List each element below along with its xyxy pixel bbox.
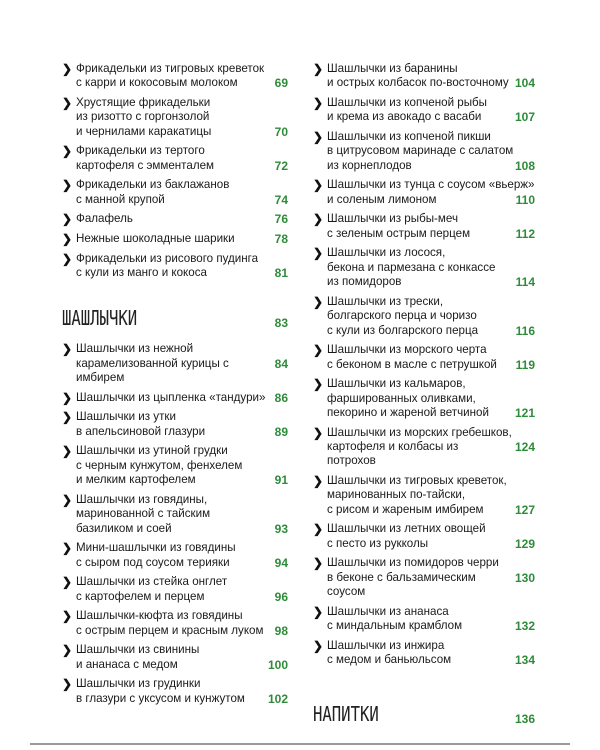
toc-entry-title-line: Шашлычки из кальмаров, — [327, 377, 466, 391]
toc-entry-page-number: 127 — [514, 502, 535, 517]
toc-entry-title-line: Шашлычки из баранины — [327, 62, 458, 75]
toc-entry-title-line: Шашлычки из говядины, — [76, 492, 208, 506]
toc-entry-page-number: 134 — [514, 653, 535, 668]
toc-entry-title-line: Шашлычки из свинины — [76, 643, 200, 657]
toc-entry-title-line: с миндальным крамблом — [327, 619, 463, 633]
toc-entry-title-line: с беконом в масле с петрушкой — [327, 357, 497, 371]
toc-entry-title-line: с манной крупой — [76, 192, 165, 206]
section-title: НАПИТКИ — [313, 701, 379, 726]
toc-entry-title-line: с кули из манго и кокоса — [76, 266, 207, 279]
toc-entry-page-number: 100 — [267, 657, 288, 672]
toc-section-drinks[interactable] — [313, 702, 535, 726]
section-title: ШАШЛЫЧКИ — [62, 306, 138, 331]
toc-entry-title-line: и мелким картофелем — [76, 473, 196, 487]
toc-entry-page-number: 84 — [274, 356, 288, 371]
toc-entry-title-line: Шашлычки-кюфта из говядины — [76, 609, 243, 623]
toc-entry[interactable] — [62, 178, 288, 207]
toc-entry-title-line: и острых колбасок по-восточному — [327, 76, 509, 90]
toc-entry-page-number: 129 — [514, 536, 535, 551]
toc-entry[interactable] — [62, 252, 288, 281]
section-page-number: 83 — [274, 316, 288, 331]
chevron-right-icon: ❯ — [62, 251, 73, 266]
toc-entry-page-number: 78 — [274, 232, 288, 246]
toc-entry-title-line: Шашлычки из стейка онглет — [76, 575, 228, 589]
toc-entry-title-line: из ризотто с горгонзолой — [76, 110, 210, 124]
toc-entry[interactable] — [313, 426, 535, 469]
toc-entry-title-line: Хрустящие фрикадельки — [76, 96, 211, 109]
toc-entry-page-number: 76 — [274, 212, 288, 227]
toc-entry-title-line: Шашлычки из цыпленка «тандури» — [76, 390, 266, 404]
toc-entry[interactable] — [62, 96, 288, 139]
toc-entry-title-line: Шашлычки из морских гребешков, — [327, 425, 512, 439]
toc-entry[interactable] — [62, 609, 288, 638]
toc-entry-page-number: 70 — [274, 124, 288, 139]
toc-entry[interactable] — [62, 444, 288, 487]
toc-entry-title-line: из помидоров — [327, 275, 402, 289]
chevron-right-icon: ❯ — [313, 556, 324, 571]
toc-entry-page-number: 72 — [274, 158, 288, 173]
chevron-right-icon: ❯ — [313, 474, 324, 489]
chevron-right-icon: ❯ — [62, 643, 73, 658]
toc-entry[interactable] — [62, 342, 288, 385]
toc-entry-title-line: болгарского перца и чоризо — [327, 309, 477, 323]
toc-entry-page-number: 119 — [515, 357, 535, 372]
toc-list-kebabs — [62, 342, 288, 706]
chevron-right-icon: ❯ — [313, 96, 324, 110]
section-page-number: 136 — [514, 711, 535, 726]
toc-entry-title-line: Шашлычки из летних овощей — [327, 522, 486, 536]
chevron-right-icon: ❯ — [313, 178, 324, 193]
chevron-right-icon: ❯ — [62, 575, 73, 590]
toc-entry-title-line: карамелизованной курицы с имбирем — [76, 356, 229, 385]
toc-entry[interactable] — [313, 639, 535, 668]
toc-entry-title-line: Мини-шашлычки из говядины — [76, 541, 236, 555]
toc-entry-title-line: Шашлычки из рыбы-меч — [327, 212, 458, 226]
toc-entry-page-number: 114 — [515, 275, 535, 290]
toc-entry[interactable] — [62, 677, 288, 706]
toc-entry-title-line: с рисом и жареным имбирем — [327, 502, 484, 516]
toc-entry-title-line: бекона и пармезана с конкассе — [327, 260, 496, 274]
chevron-right-icon: ❯ — [62, 342, 73, 357]
chevron-right-icon: ❯ — [313, 604, 324, 619]
toc-entry-page-number: 116 — [515, 323, 535, 338]
chevron-right-icon: ❯ — [313, 425, 324, 440]
toc-entry-title-line: Шашлычки из инжира — [327, 638, 445, 652]
toc-left-column — [62, 62, 288, 711]
toc-entry-title-line: с черным кунжутом, фенхелем — [76, 458, 243, 472]
toc-entry[interactable] — [62, 212, 288, 226]
toc-entry[interactable] — [62, 144, 288, 173]
toc-entry-page-number: 89 — [274, 424, 288, 439]
toc-entry-title-line: и крема из авокадо с васаби — [327, 110, 482, 124]
chevron-right-icon: ❯ — [313, 294, 324, 309]
toc-entry-title-line: и соленым лимоном — [327, 192, 437, 206]
chevron-right-icon: ❯ — [62, 390, 73, 405]
toc-entry-title-line: с сыром под соусом терияки — [76, 555, 230, 569]
toc-entry[interactable] — [62, 232, 288, 246]
toc-entry-page-number: 108 — [514, 158, 535, 173]
toc-entry-page-number: 107 — [514, 110, 535, 125]
chevron-right-icon: ❯ — [62, 144, 73, 159]
chevron-right-icon: ❯ — [62, 410, 73, 425]
toc-entry-page-number: 91 — [274, 473, 288, 488]
toc-entry[interactable] — [62, 62, 288, 91]
chevron-right-icon: ❯ — [62, 62, 73, 76]
toc-entry-title-line: Шашлычки из тигровых креветок, — [327, 474, 507, 488]
toc-entry[interactable] — [313, 295, 535, 338]
toc-entry-title-line: Шашлычки из копченой рыбы — [327, 96, 488, 109]
toc-entry-page-number: 132 — [514, 619, 535, 634]
chevron-right-icon: ❯ — [62, 492, 73, 507]
chevron-right-icon: ❯ — [313, 343, 324, 358]
chevron-right-icon: ❯ — [62, 178, 73, 193]
toc-entry-title-line: фаршированных оливками, — [327, 391, 476, 405]
chevron-right-icon: ❯ — [313, 522, 324, 537]
toc-entry-title-line: с медом и баньюльсом — [327, 653, 452, 667]
toc-entry-title-line: маринованных по-тайски, — [327, 488, 466, 502]
toc-entry[interactable] — [313, 246, 535, 289]
chevron-right-icon: ❯ — [313, 212, 324, 227]
toc-entry-title-line: с песто из рукколы — [327, 536, 429, 550]
toc-entry-title-line: Шашлычки из копченой пикши — [327, 130, 491, 143]
chevron-right-icon: ❯ — [313, 377, 324, 392]
toc-entry-title-line: Шашлычки из тунца с соусом «вьерж» — [327, 178, 535, 192]
toc-entry[interactable] — [313, 474, 535, 517]
toc-entry[interactable] — [313, 178, 535, 207]
toc-entry-title-line: базиликом и соей — [76, 521, 172, 535]
toc-entry[interactable] — [62, 541, 288, 570]
toc-entry-title-line: с карри и кокосовым молоком — [76, 76, 238, 90]
toc-entry-title-line: Шашлычки из утки — [76, 410, 176, 424]
toc-entry[interactable] — [62, 493, 288, 536]
toc-entry-title-line: с картофелем и перцем — [76, 589, 205, 603]
toc-entry-title-line: Шашлычки из трески, — [327, 294, 444, 308]
chevron-right-icon: ❯ — [62, 212, 73, 227]
toc-entry-title-line: Шашлычки из помидоров черри — [327, 556, 499, 570]
chevron-right-icon: ❯ — [313, 246, 324, 261]
chevron-right-icon: ❯ — [62, 609, 73, 624]
toc-entry[interactable] — [313, 556, 535, 599]
toc-entry-title-line: Фрикадельки из баклажанов — [76, 178, 230, 192]
toc-entry-title-line: Фрикадельки из тертого — [76, 144, 205, 158]
chevron-right-icon: ❯ — [62, 96, 73, 110]
toc-entry-title-line: в цитрусовом маринаде с салатом — [327, 144, 514, 158]
toc-right-column — [313, 62, 535, 738]
toc-entry-title-line: в глазури с уксусом и кунжутом — [76, 691, 245, 705]
chevron-right-icon: ❯ — [313, 62, 324, 76]
toc-entry-title-line: Шашлычки из лосося, — [327, 246, 446, 260]
toc-entry-title-line: Шашлычки из нежной — [76, 342, 194, 356]
toc-entry-page-number: 104 — [514, 76, 535, 91]
toc-entry-title-line: пекорино и жареной ветчиной — [327, 406, 489, 420]
toc-entry[interactable] — [62, 575, 288, 604]
toc-entry-title-line: Шашлычки из утиной грудки — [76, 444, 228, 458]
toc-entry[interactable] — [313, 96, 535, 125]
toc-entry-title-line: картофеля и колбасы из потрохов — [327, 440, 459, 468]
toc-entry-title-line: с острым перцем и красным луком — [76, 623, 264, 637]
toc-entry-title-line: Фрикадельки из рисового пудинга — [76, 251, 259, 265]
toc-entry-title-line: в беконе с бальзамическим соусом — [327, 570, 476, 599]
toc-entry-title-line: маринованной с тайским — [76, 507, 211, 521]
toc-entry-page-number: 102 — [267, 691, 288, 706]
toc-entry-title-line: Шашлычки из морского черта — [327, 343, 487, 357]
toc-entry[interactable] — [313, 605, 535, 634]
toc-entry-title-line: в апельсиновой глазури — [76, 424, 206, 438]
toc-entry[interactable] — [313, 130, 535, 173]
toc-entry-page-number: 93 — [274, 521, 288, 536]
toc-entry-page-number: 74 — [274, 192, 288, 207]
toc-entry[interactable] — [62, 410, 288, 439]
chevron-right-icon: ❯ — [62, 444, 73, 459]
toc-entry-title-line: и чернилами каракатицы — [76, 124, 212, 138]
toc-entry-page-number: 69 — [274, 76, 288, 91]
toc-entry-page-number: 94 — [274, 555, 288, 570]
toc-entry-page-number: 98 — [274, 623, 288, 638]
toc-entry[interactable] — [62, 391, 288, 405]
chevron-right-icon: ❯ — [313, 638, 324, 653]
toc-entry-title-line: Шашлычки из ананаса — [327, 604, 449, 618]
toc-entry-title-line: и ананаса с медом — [76, 657, 178, 671]
toc-entry-page-number: 110 — [515, 192, 535, 207]
toc-entry[interactable] — [313, 62, 535, 91]
toc-entry[interactable] — [62, 643, 288, 672]
toc-entry-page-number: 121 — [514, 406, 535, 421]
chevron-right-icon: ❯ — [62, 541, 73, 556]
toc-entry-page-number: 124 — [514, 440, 535, 455]
toc-entry-title-line: с кули из болгарского перца — [327, 323, 479, 337]
toc-entry[interactable] — [313, 522, 535, 551]
toc-section-kebabs[interactable] — [62, 306, 288, 330]
toc-list-kebabs-continued — [313, 62, 535, 668]
toc-entry-title-line: Фрикадельки из тигровых креветок — [76, 62, 265, 75]
toc-entry[interactable] — [313, 212, 535, 241]
toc-entry[interactable] — [313, 343, 535, 372]
bottom-rule — [30, 743, 570, 745]
chevron-right-icon: ❯ — [313, 130, 324, 144]
toc-entry-page-number: 112 — [515, 226, 535, 241]
toc-entry-title-line: с зеленым острым перцем — [327, 226, 471, 240]
toc-entry-title-line: Шашлычки из грудинки — [76, 677, 201, 691]
toc-entry-title-line: Нежные шоколадные шарики — [76, 232, 235, 245]
toc-entry-page-number: 130 — [514, 570, 535, 585]
toc-entry-title-line: картофеля с эмменталем — [76, 158, 214, 172]
toc-list-meatballs — [62, 62, 288, 280]
toc-entry-title-line: из корнеплодов — [327, 158, 412, 172]
toc-entry-page-number: 96 — [274, 589, 288, 604]
toc-entry-page-number: 81 — [274, 266, 288, 280]
toc-entry-page-number: 86 — [274, 390, 288, 405]
chevron-right-icon: ❯ — [62, 232, 73, 246]
toc-entry-title-line: Фалафель — [76, 212, 133, 226]
toc-entry[interactable] — [313, 377, 535, 420]
chevron-right-icon: ❯ — [62, 677, 73, 692]
